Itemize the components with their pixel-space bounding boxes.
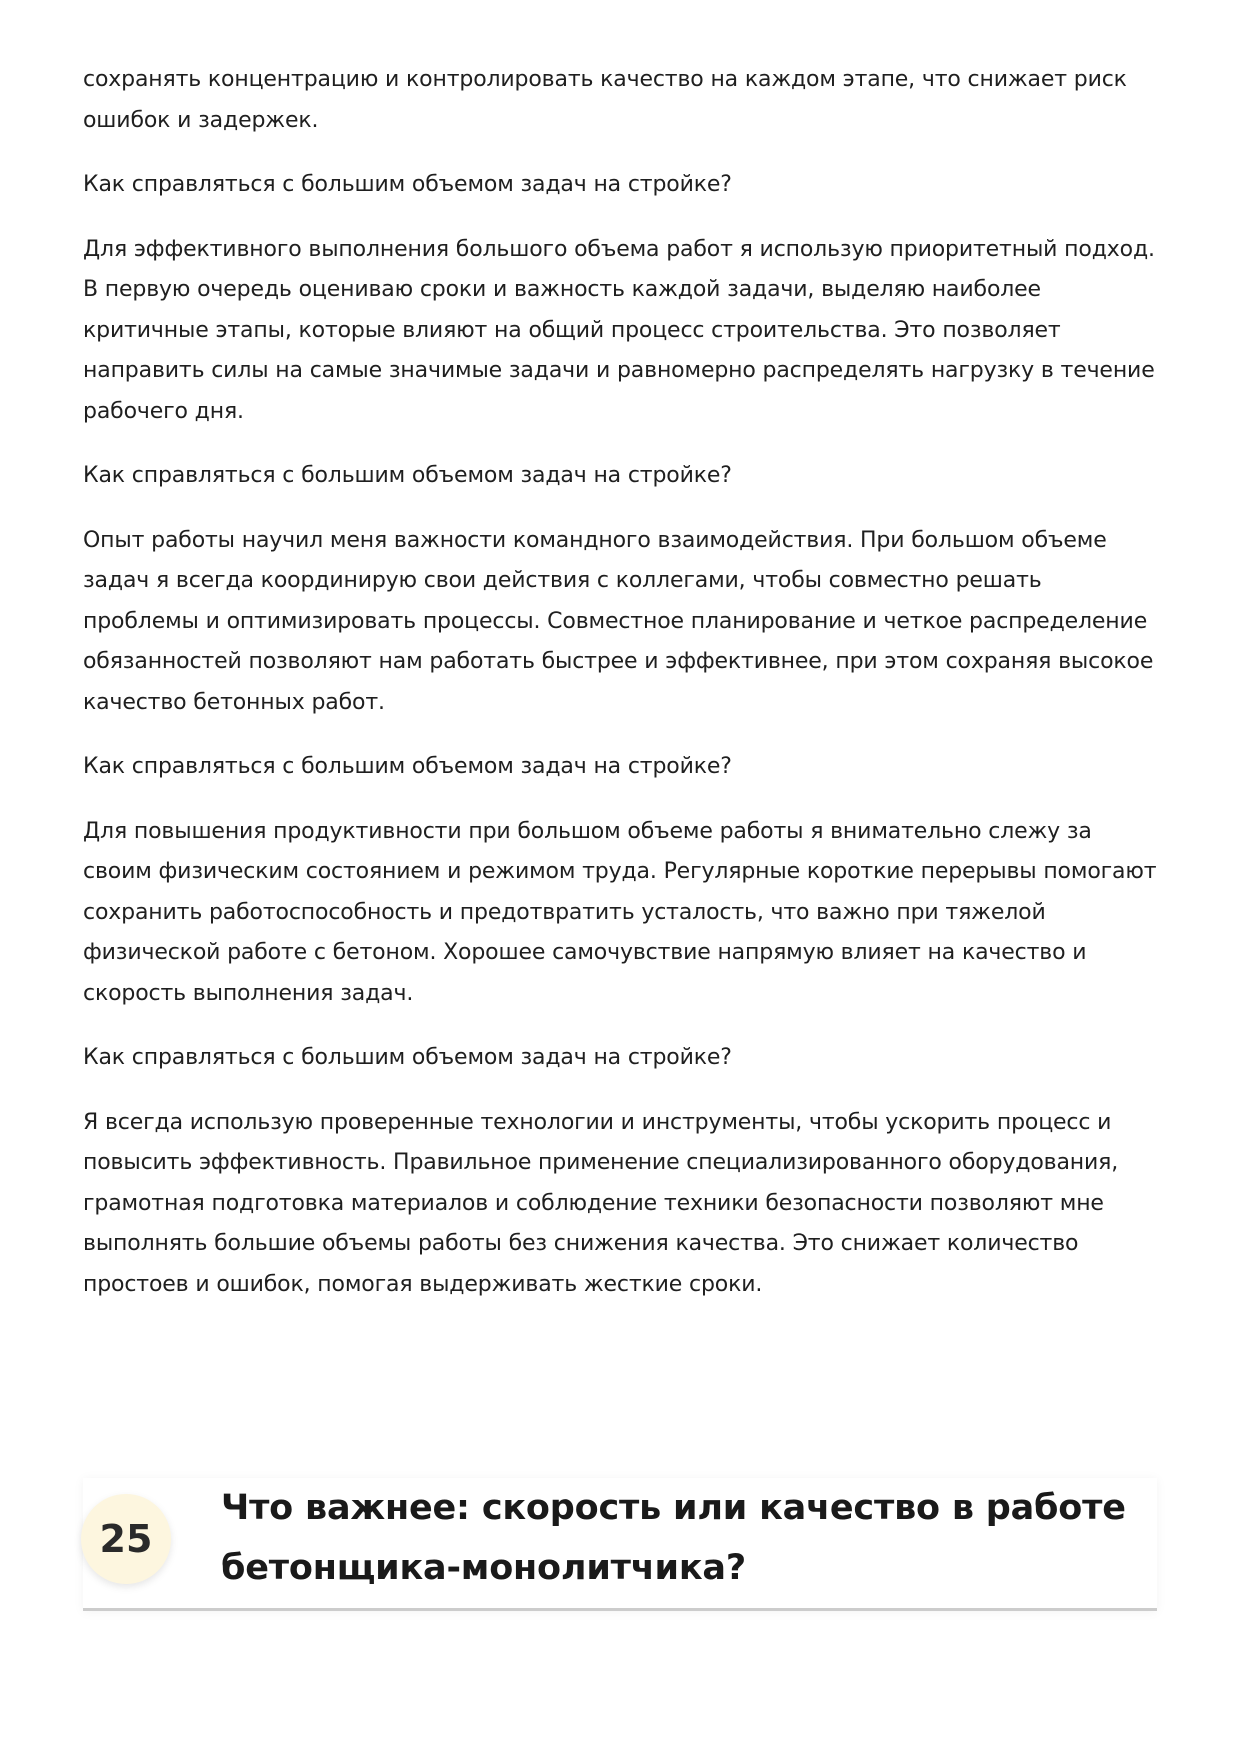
section-header (83, 1478, 1157, 1611)
question-line: Как справляться с большим объемом задач на стройке? (83, 1045, 732, 1070)
paragraph: сохранять концентрацию и контролировать качество на каждом этапе, что снижает риск ошибок и задержек. (83, 67, 1127, 133)
answer-paragraph: Я всегда использую проверенные технологии и инструменты, чтобы ускорить процесс и повысить эффективность. Правильное применение специализированного оборудования, грамотная подготовка материалов и соблюдение техники безопасности позволяют мне выполнять большие объемы работы без снижения качества. Это снижает количество простоев и ошибок, помогая выдерживать жесткие сроки. (83, 1109, 1119, 1297)
question-line: Как справляться с большим объемом задач на стройке? (83, 754, 732, 779)
document-body (83, 60, 1163, 1329)
answer-paragraph: Для эффективного выполнения большого объема работ я использую приоритетный подход. В первую очередь оцениваю сроки и важность каждой задачи, выделяю наиболее критичные этапы, которые влияют на общий процесс строительства. Это позволяет направить силы на самые значимые задачи и равномерно распределять нагрузку в течение рабочего дня. (83, 236, 1155, 424)
question-line: Как справляться с большим объемом задач на стройке? (83, 172, 732, 197)
answer-paragraph: Опыт работы научил меня важности командного взаимодействия. При большом объеме задач я всегда координирую свои действия с коллегами, чтобы совместно решать проблемы и оптимизировать процессы. Совместное планирование и четкое распределение обязанностей позволяют нам работать быстрее и эффективнее, при этом сохраняя высокое качество бетонных работ. (83, 527, 1154, 715)
answer-paragraph: Для повышения продуктивности при большом объеме работы я внимательно слежу за своим физическим состоянием и режимом труда. Регулярные короткие перерывы помогают сохранить работоспособность и предотвратить усталость, что важно при тяжелой физической работе с бетоном. Хорошее самочувствие напрямую влияет на качество и скорость выполнения задач. (83, 818, 1157, 1006)
question-line: Как справляться с большим объемом задач на стройке? (83, 463, 732, 488)
section-title: Что важнее: скорость или качество в работе бетонщика-монолитчика? (221, 1488, 1126, 1588)
section-number-badge: 25 (81, 1494, 171, 1584)
